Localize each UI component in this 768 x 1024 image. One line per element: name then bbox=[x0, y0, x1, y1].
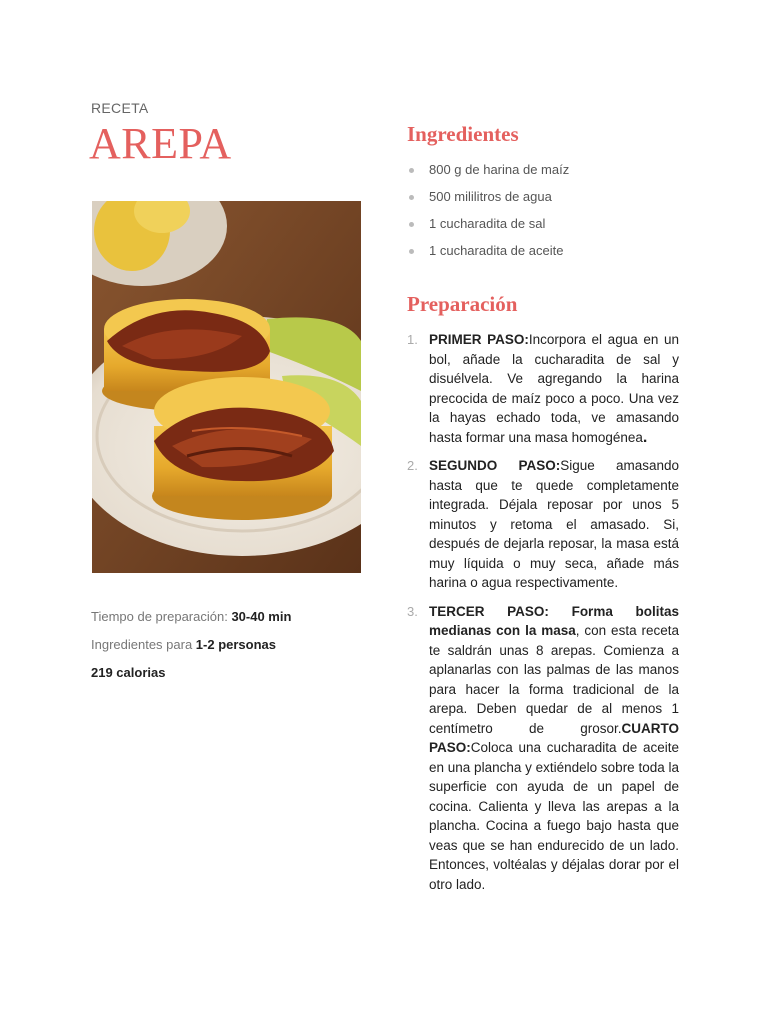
arepa-photo bbox=[92, 201, 361, 573]
ingredient-text: 800 g de harina de maíz bbox=[429, 162, 570, 177]
bullet-icon bbox=[409, 168, 414, 173]
step-body: Incorpora el agua en un bol, añade la cucharadita de sal y disuélvela. Ve agregando la harina precocida de maíz poco a poco. Una vez la hayas echado toda, ve amasando hasta formar una masa homogénea bbox=[429, 332, 679, 445]
step-body: Sigue amasando hasta que te quede completamente integrada. Déjala reposar por unos 5 minutos y retoma el amasado. Si, después de dejarla reposar, la masa está muy líquida o muy seca, añade más harina o agua respectivamente. bbox=[429, 458, 679, 590]
step-text bbox=[429, 330, 679, 447]
prep-time-label: Tiempo de preparación: bbox=[91, 609, 232, 624]
step-1 bbox=[407, 330, 679, 447]
servings-value: 1-2 personas bbox=[195, 637, 276, 652]
step-title: SEGUNDO PASO: bbox=[429, 458, 561, 473]
step-3 bbox=[407, 602, 679, 895]
list-item bbox=[407, 160, 569, 187]
bullet-icon bbox=[409, 249, 414, 254]
arepa-photo-illustration bbox=[92, 201, 361, 573]
bullet-icon bbox=[409, 195, 414, 200]
step-number: 3. bbox=[407, 603, 418, 619]
prep-time bbox=[91, 608, 291, 636]
ingredients-heading: Ingredientes bbox=[407, 122, 519, 146]
recipe-kicker: RECETA bbox=[91, 100, 149, 116]
step-number: 1. bbox=[407, 332, 418, 347]
list-item bbox=[407, 187, 569, 214]
list-item bbox=[407, 241, 569, 268]
ingredient-text: 1 cucharadita de aceite bbox=[429, 243, 564, 258]
step-subtitle: CUARTO PASO: bbox=[429, 720, 679, 755]
recipe-meta bbox=[91, 608, 291, 692]
prep-time-value: 30-40 min bbox=[231, 609, 292, 624]
step-title: PRIMER PASO: bbox=[429, 332, 529, 347]
step-2 bbox=[407, 456, 679, 593]
step-text bbox=[429, 602, 679, 895]
step-title: TERCER PASO: Forma bolitas medianas con la masa bbox=[429, 603, 679, 638]
step-period: . bbox=[642, 428, 648, 446]
calories bbox=[91, 664, 291, 692]
servings-label: Ingredientes para bbox=[91, 637, 196, 652]
servings bbox=[91, 636, 291, 664]
preparation-steps bbox=[407, 330, 679, 903]
ingredients-list bbox=[407, 160, 569, 268]
preparation-heading: Preparación bbox=[407, 292, 518, 316]
ingredient-text: 1 cucharadita de sal bbox=[429, 216, 546, 231]
step-text bbox=[429, 456, 679, 593]
step-number: 2. bbox=[407, 458, 418, 473]
list-item bbox=[407, 214, 569, 241]
step-body: , con esta receta te saldrán unas 8 arepas. Comienza a aplanarlas con las palmas de las manos para hacer la forma tradicional de la arepa. Deben quedar de al menos 1 centímetro de grosor. bbox=[429, 623, 679, 736]
bullet-icon bbox=[409, 222, 414, 227]
step-body-2: Coloca una cucharadita de aceite en una plancha y extiéndelo sobre toda la superficie con ayuda de un papel de cocina. Calienta y lleva las arepas a la plancha. Cocina a fuego bajo hasta que veas que se han endurecido de un lado. Entonces, voltéalas y déjalas dorar por el otro lado. bbox=[429, 740, 679, 892]
recipe-title: AREPA bbox=[89, 119, 232, 168]
calories-value: 219 calorias bbox=[91, 665, 166, 680]
ingredient-text: 500 mililitros de agua bbox=[429, 189, 552, 204]
